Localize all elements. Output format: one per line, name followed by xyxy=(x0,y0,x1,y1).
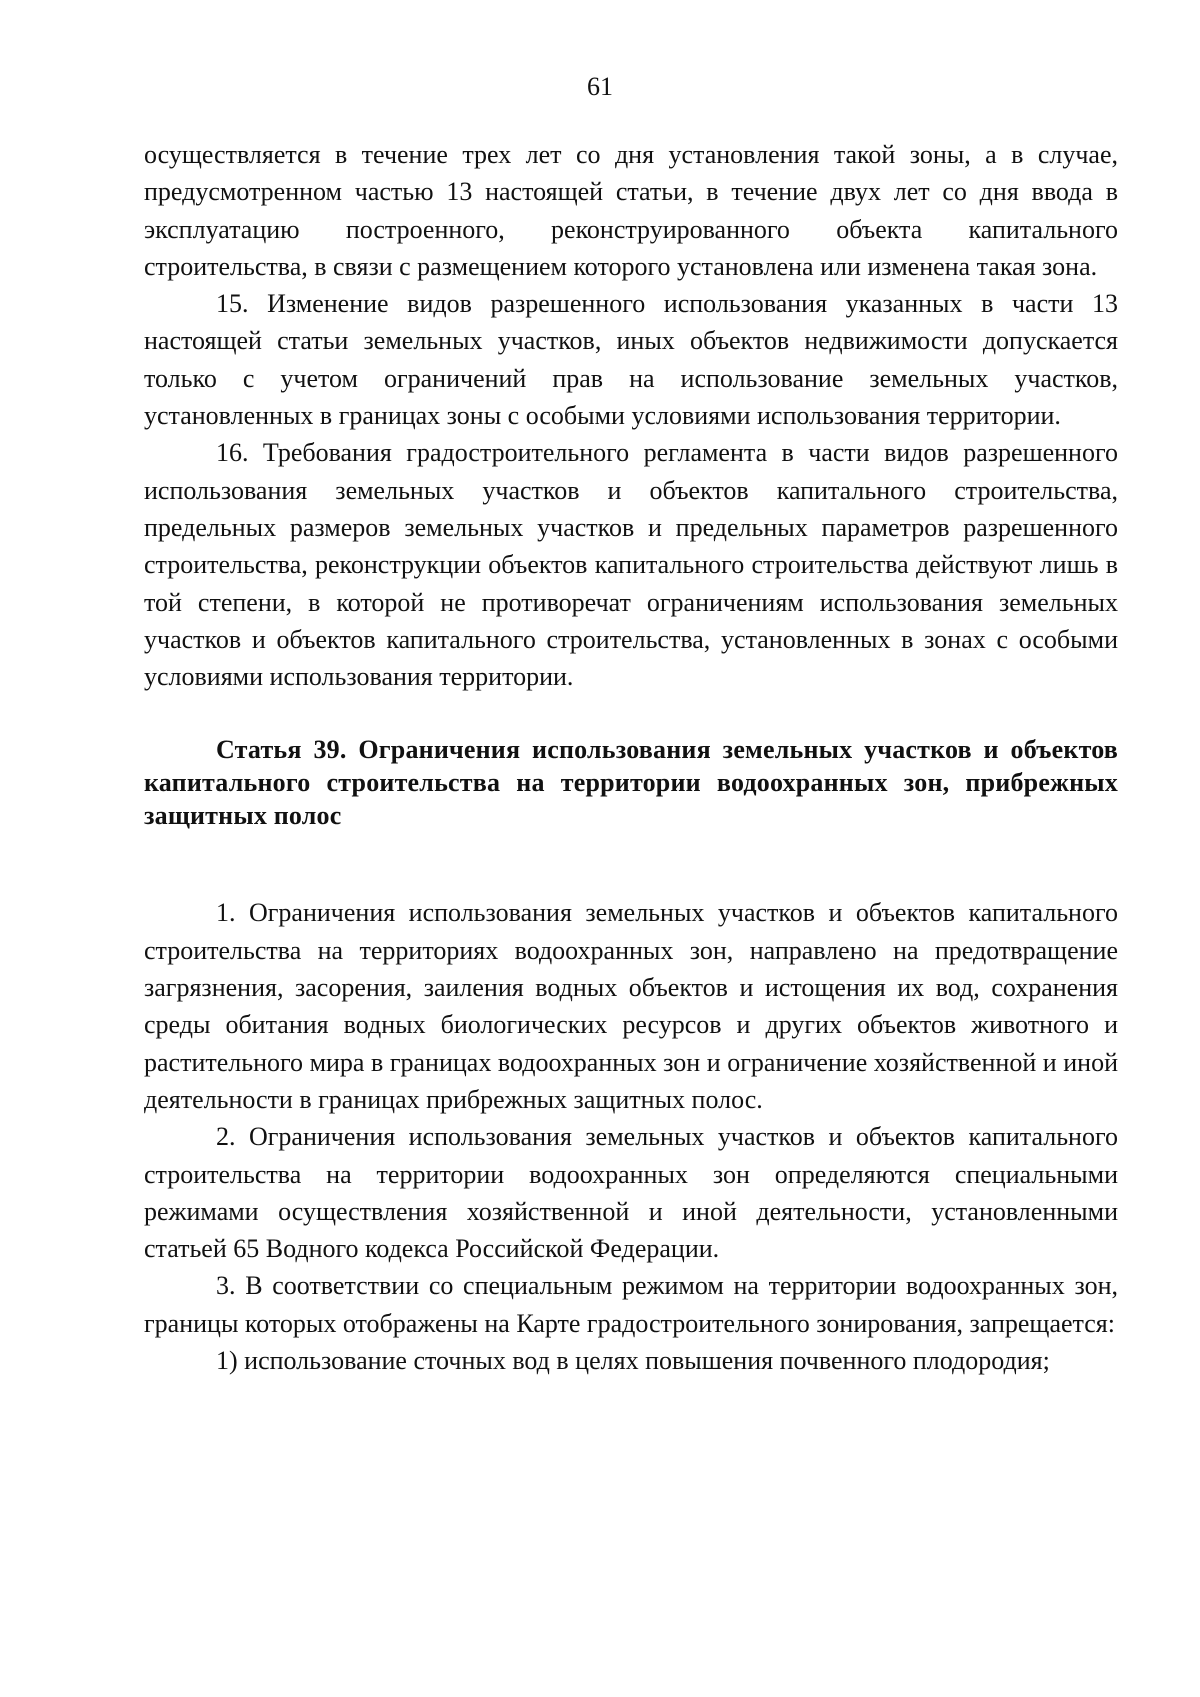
article-item-3-1: 1) использование сточных вод в целях повышения почвенного плодородия; xyxy=(216,1346,1050,1376)
paragraph-continuation: осуществляется в течение трех лет со дня установления такой зоны, а в случае, предусмотренном частью 13 настоящей статьи, в течение двух лет со дня ввода в эксплуатацию построенного, реконструированного объекта капитального строительства, в связи с размещением которого установлена или изменена такая зона. xyxy=(144,140,1118,281)
section-spacer xyxy=(144,832,1118,894)
article-item-3: 3. В соответствии со специальным режимом на территории водоохранных зон, границы которых отображены на Карте градостроительного зонирования, запрещается: xyxy=(144,1271,1118,1338)
document-body xyxy=(144,136,1118,1379)
page-number: 61 xyxy=(587,72,613,101)
article-item-2: 2. Ограничения использования земельных участков и объектов капитального строительства на территории водоохранных зон определяются специальными режимами осуществления хозяйственной и иной деятельности, установленными статьей 65 Водного кодекса Российской Федерации. xyxy=(144,1122,1118,1264)
article-39-heading: Статья 39. Ограничения использования земельных участков и объектов капитального строительства на территории водоохранных зон, прибрежных защитных полос xyxy=(144,735,1118,831)
paragraph-16: 16. Требования градостроительного регламента в части видов разрешенного использования земельных участков и объектов капитального строительства, предельных размеров земельных участков и предельных параметров разрешенного строительства, реконструкции объектов капитального строительства действуют лишь в той степени, в которой не противоречат ограничениям использования земельных участков и объектов капитального строительства, установленных в зонах с особыми условиями использования территории. xyxy=(144,438,1118,692)
article-item-1: 1. Ограничения использования земельных участков и объектов капитального строительства на территориях водоохранных зон, направлено на предотвращение загрязнения, засорения, заиления водных объектов и истощения их вод, сохранения среды обитания водных биологических ресурсов и других объектов животного и растительного мира в границах водоохранных зон и ограничение хозяйственной и иной деятельности в границах прибрежных защитных полос. xyxy=(144,898,1118,1114)
paragraph-15: 15. Изменение видов разрешенного использования указанных в части 13 настоящей статьи земельных участков, иных объектов недвижимости допускается только с учетом ограничений прав на использование земельных участков, установленных в границах зоны с особыми условиями использования территории. xyxy=(144,289,1118,431)
